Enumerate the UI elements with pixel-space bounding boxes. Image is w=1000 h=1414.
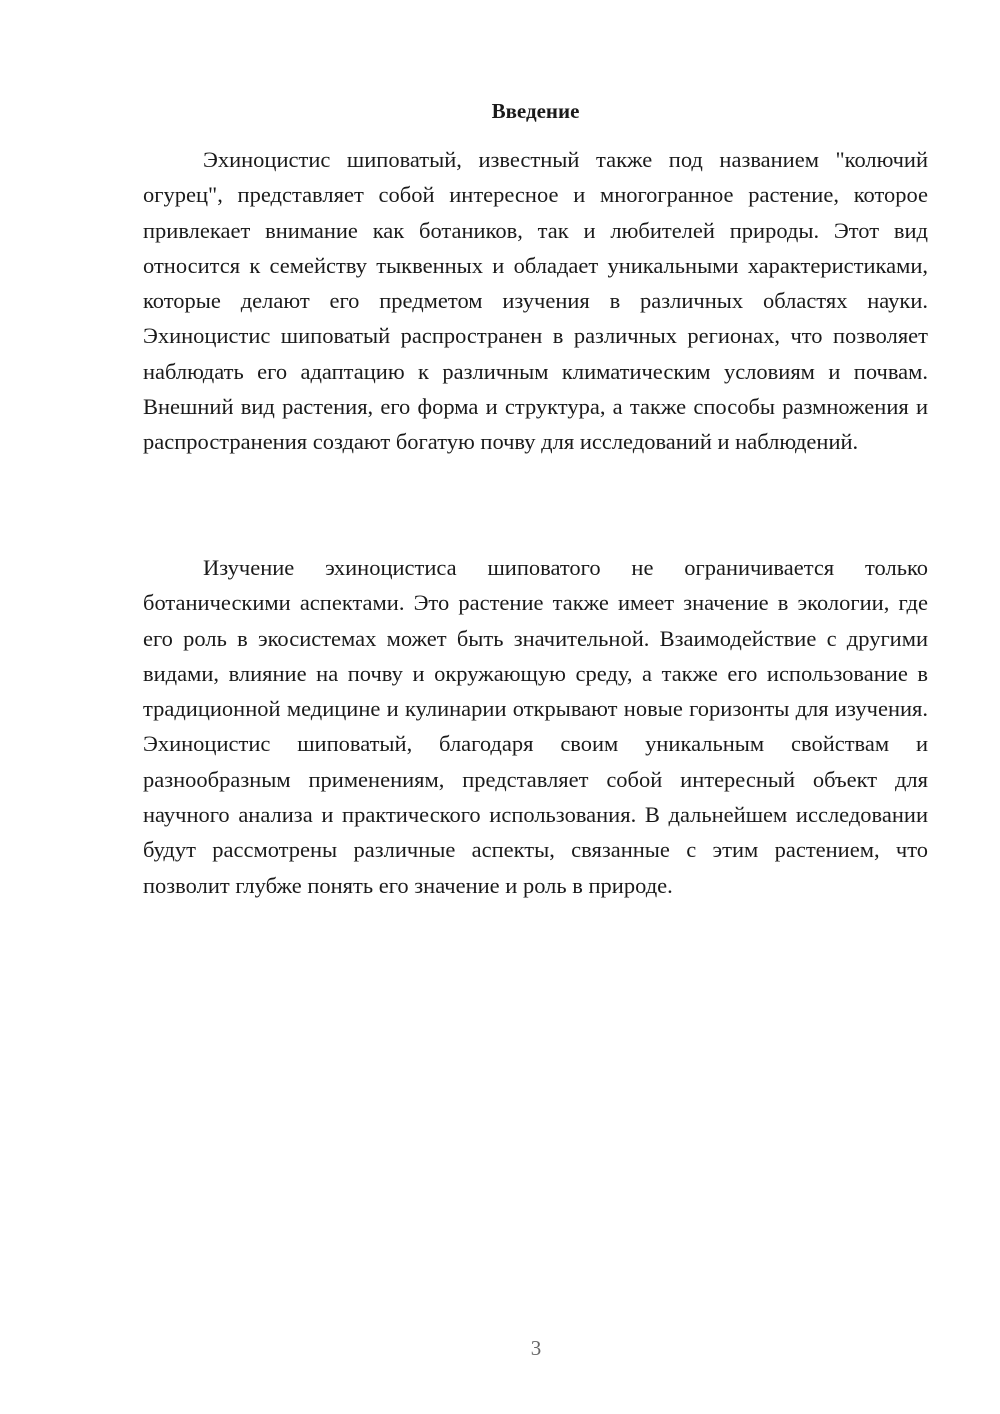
paragraph-1: Эхиноцистис шиповатый, известный также под названием "колючий огурец", представляет собой интересное и многогранное растение, которое привлекает внимание как ботаников, так и любителей природы. Этот вид относится к семейству тыквенных и обладает уникальными характеристиками, которые делают его предметом изучения в различных областях науки. Эхиноцистис шиповатый распространен в различных регионах, что позволяет наблюдать его адаптацию к различным климатическим условиям и почвам. Внешний вид растения, его форма и структура, а также способы размножения и распространения создают богатую почву для исследований и наблюдений. xyxy=(143,147,928,455)
section-heading: Введение xyxy=(491,99,580,123)
paragraph-2: Изучение эхиноцистиса шиповатого не ограничивается только ботаническими аспектами. Это растение также имеет значение в экологии, где его роль в экосистемах может быть значительной. Взаимодействие с другими видами, влияние на почву и окружающую среду, а также его использование в традиционной медицине и кулинарии открывают новые горизонты для изучения. Эхиноцистис шиповатый, благодаря своим уникальным свойствам и разнообразным применениям, представляет собой интересный объект для научного анализа и практического использования. В дальнейшем исследовании будут рассмотрены различные аспекты, связанные с этим растением, что позволит глубже понять его значение и роль в природе. xyxy=(143,555,928,898)
page-number: 3 xyxy=(530,1336,542,1360)
